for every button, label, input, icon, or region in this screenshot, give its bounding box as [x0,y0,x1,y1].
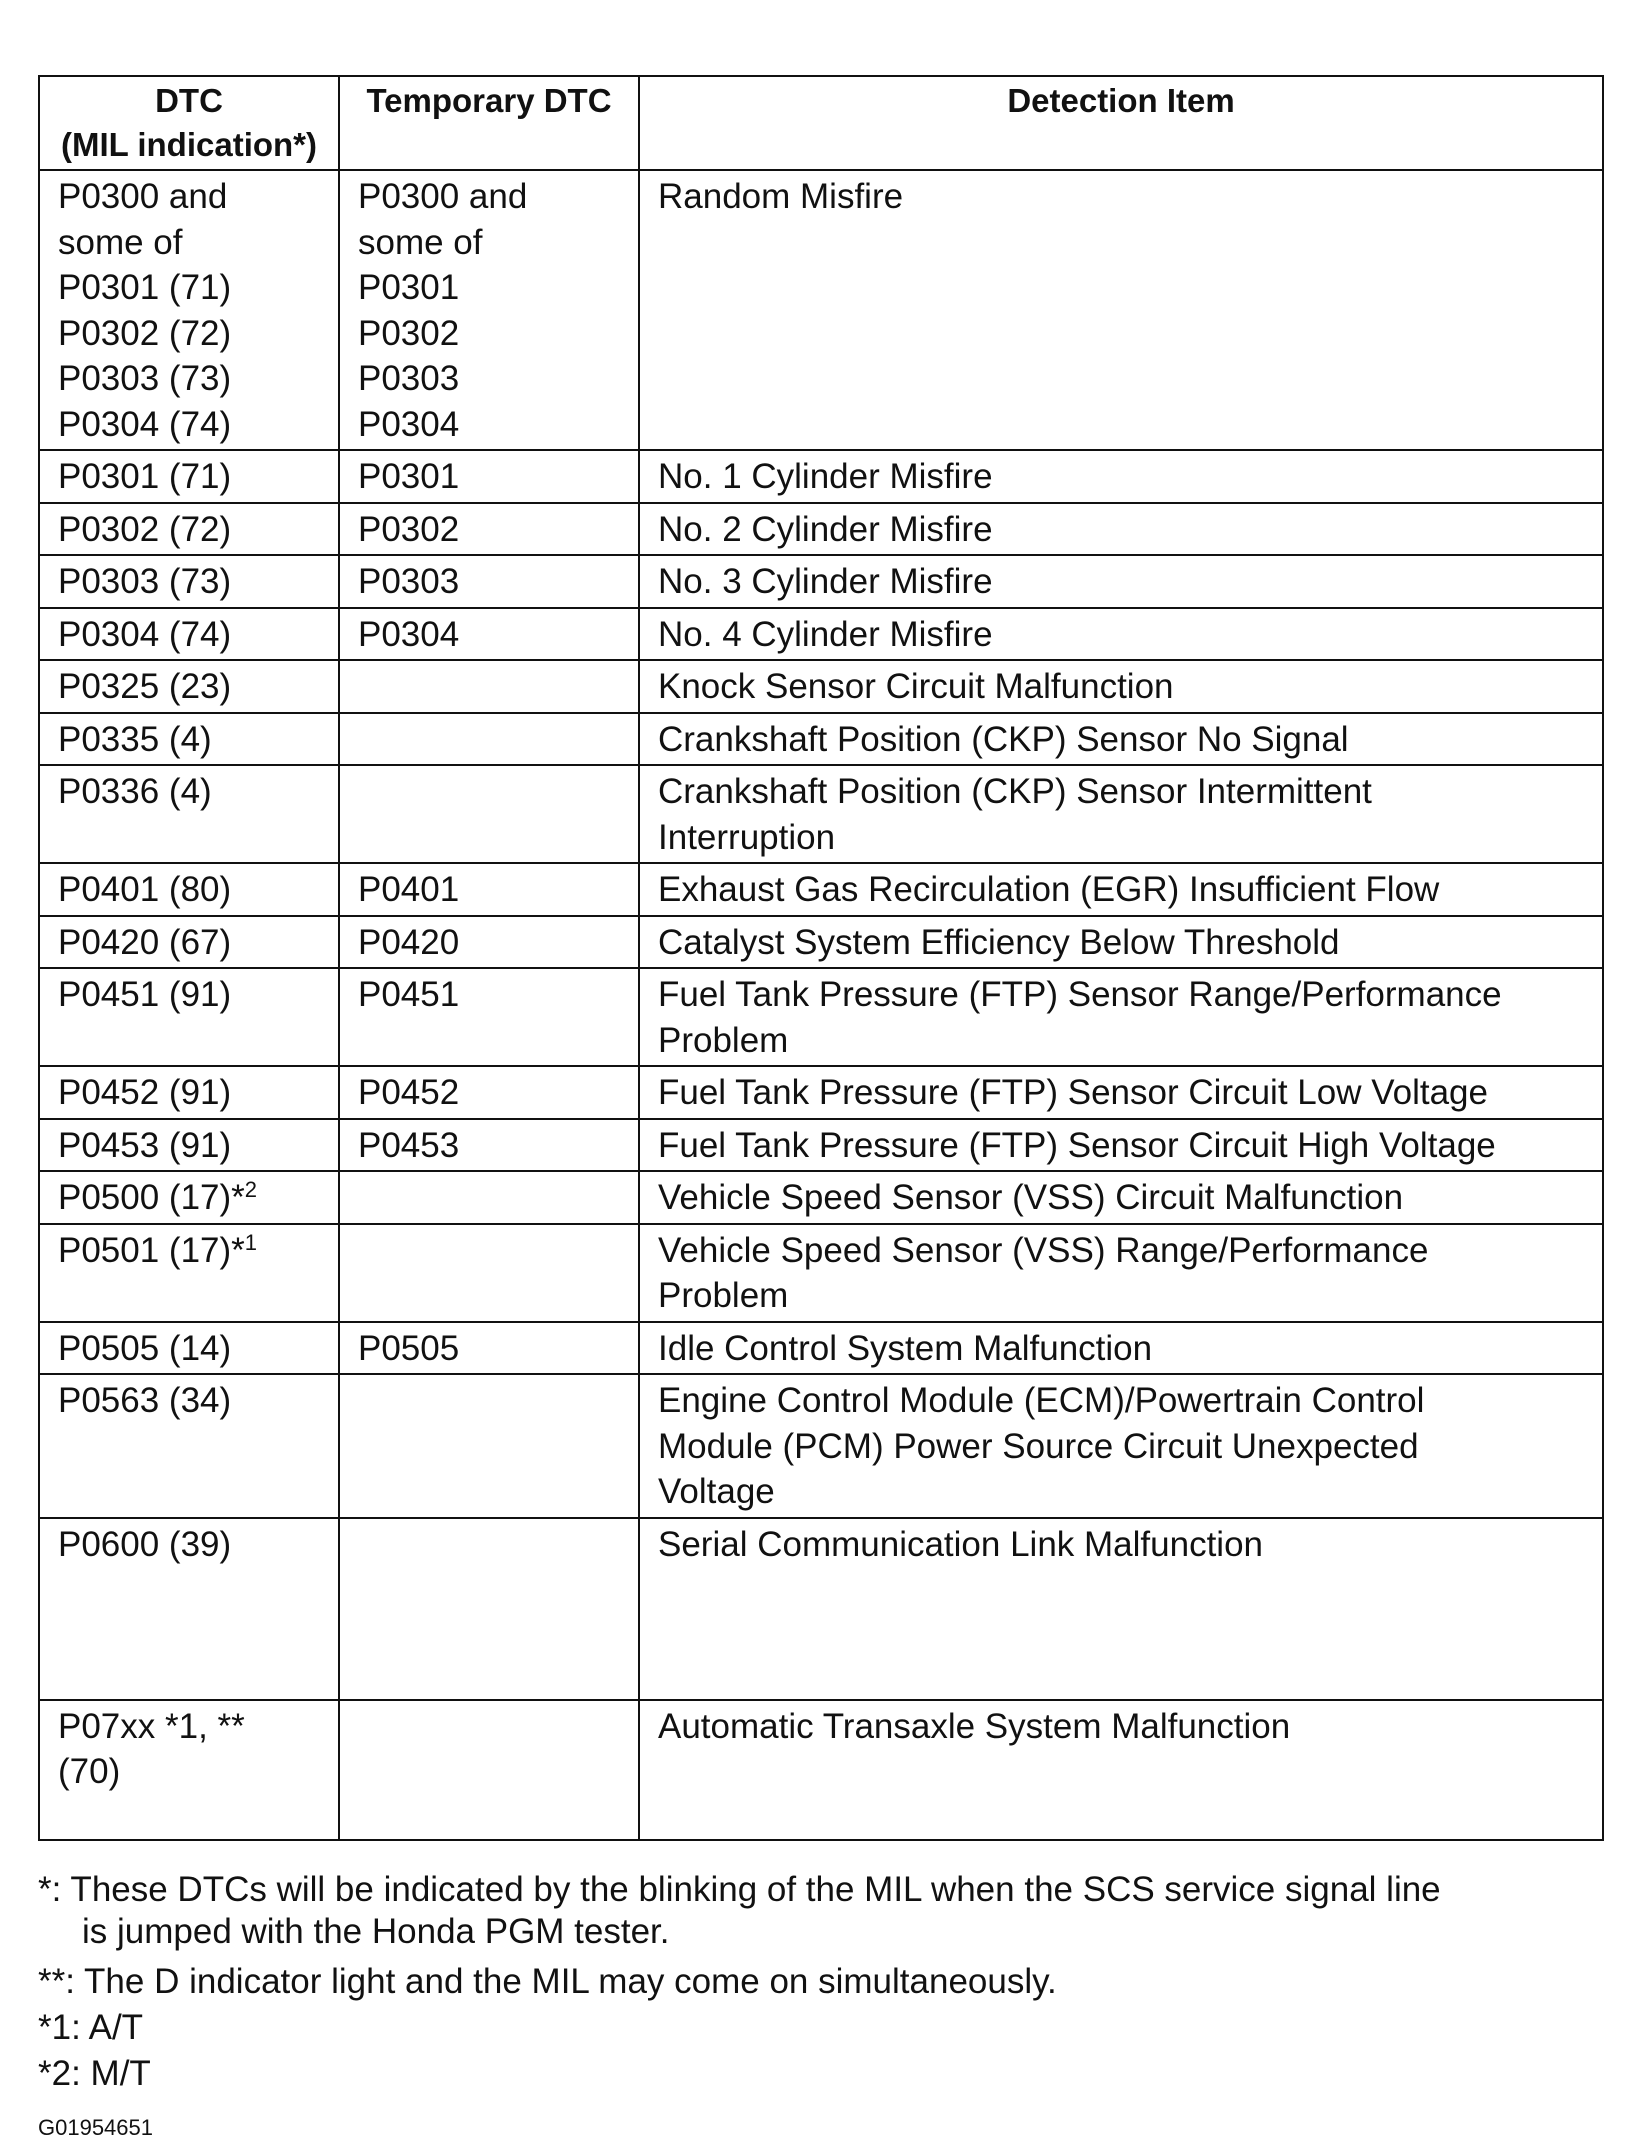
table-body [39,170,1603,1840]
detection-item-cell [639,916,1603,969]
dtc-cell [39,916,339,969]
detection-item-cell [639,450,1603,503]
temporary-dtc-code: P0451 [358,975,460,1014]
detection-item-cell [639,1224,1603,1322]
table-row [39,1700,1603,1840]
dtc-cell [39,765,339,863]
dtc-cell [39,1066,339,1119]
dtc-code: (70) [58,1752,121,1791]
detection-item-text: No. 3 Cylinder Misfire [658,562,993,601]
detection-item-text: Engine Control Module (ECM)/Powertrain Control [658,1381,1425,1420]
footnote-marker: 1 [244,1229,258,1255]
dtc-code: P0304 (74) [58,614,232,654]
temporary-dtc-code: P0301 [358,268,460,307]
detection-item-text: No. 2 Cylinder Misfire [658,509,993,549]
temporary-dtc-code: P0301 [358,457,460,496]
temporary-dtc-code: P0420 [358,922,460,962]
temporary-dtc-cell [339,713,639,766]
temporary-dtc-cell [339,503,639,556]
temporary-dtc-cell [339,1518,639,1700]
temporary-dtc-cell [339,170,639,450]
dtc-cell [39,555,339,608]
dtc-code: some of [58,222,183,262]
header-temporary-dtc: Temporary DTC [339,76,639,170]
dtc-code: P0325 (23) [58,667,232,706]
dtc-cell [39,713,339,766]
dtc-code: P0420 (67) [58,922,232,962]
dtc-code: P0302 (72) [58,509,232,549]
detection-item-text: Serial Communication Link Malfunction [658,1524,1263,1564]
temporary-dtc-code: P0401 [358,870,460,909]
header-dtc-label: DTC [155,82,223,119]
table-row [39,863,1603,916]
table-row [39,170,1603,450]
dtc-code: P0303 (73) [58,562,232,601]
dtc-cell [39,1119,339,1172]
temporary-dtc-code: P0453 [358,1125,460,1165]
table-row [39,1322,1603,1375]
detection-item-text: Vehicle Speed Sensor (VSS) Circuit Malfunction [658,1178,1404,1217]
detection-item-text: Problem [658,1276,789,1315]
dtc-code: P0302 (72) [58,313,232,353]
detection-item-text: Idle Control System Malfunction [658,1328,1153,1368]
detection-item-text: Voltage [658,1472,775,1511]
temporary-dtc-cell [339,450,639,503]
table-row [39,555,1603,608]
dtc-cell [39,503,339,556]
temporary-dtc-code: P0302 [358,509,460,549]
detection-item-text: Problem [658,1020,789,1060]
dtc-cell [39,608,339,661]
dtc-cell [39,1322,339,1375]
dtc-cell [39,968,339,1066]
dtc-code: P0401 (80) [58,870,232,909]
temporary-dtc-cell [339,1700,639,1840]
temporary-dtc-cell [339,1374,639,1518]
table-header-row [39,76,1603,170]
detection-item-cell [639,713,1603,766]
detection-item-text: Fuel Tank Pressure (FTP) Sensor Circuit High Voltage [658,1125,1496,1165]
detection-item-cell [639,660,1603,713]
dtc-code: P0600 (39) [58,1524,232,1564]
temporary-dtc-code: P0304 [358,404,460,444]
temporary-dtc-cell [339,555,639,608]
header-dtc-sublabel: (MIL indication*) [60,126,318,163]
table-row [39,1119,1603,1172]
table-row [39,1171,1603,1224]
detection-item-text: Vehicle Speed Sensor (VSS) Range/Performance [658,1230,1429,1270]
table-row [39,660,1603,713]
dtc-code: P0453 (91) [58,1125,232,1165]
table-row [39,1224,1603,1322]
dtc-code: P0452 (91) [58,1073,232,1112]
detection-item-text: Interruption [658,817,836,857]
header-detection-item: Detection Item [639,76,1603,170]
temporary-dtc-code: P0303 [358,562,460,601]
footnote-mil: *: These DTCs will be indicated by the blinking of the MIL when the SCS service signal line [38,1869,1441,1909]
table-row [39,1518,1603,1700]
temporary-dtc-cell [339,1066,639,1119]
dtc-code: P0505 (14) [58,1328,232,1368]
detection-item-text: Fuel Tank Pressure (FTP) Sensor Circuit Low Voltage [658,1073,1488,1112]
dtc-cell [39,1700,339,1840]
dtc-code: P0335 (4) [58,719,212,759]
temporary-dtc-cell [339,1119,639,1172]
table-row [39,713,1603,766]
table-row [39,968,1603,1066]
table-row [39,503,1603,556]
table-row [39,765,1603,863]
detection-item-text: Knock Sensor Circuit Malfunction [658,667,1174,706]
footnote-d-indicator: **: The D indicator light and the MIL may come on simultaneously. [38,1961,1057,2001]
temporary-dtc-cell [339,863,639,916]
dtc-code: P0301 (71) [58,268,232,307]
temporary-dtc-cell [339,660,639,713]
detection-item-cell [639,1066,1603,1119]
detection-item-text: Module (PCM) Power Source Circuit Unexpected [658,1426,1419,1466]
detection-item-text: Crankshaft Position (CKP) Sensor No Signal [658,719,1349,759]
temporary-dtc-cell [339,765,639,863]
dtc-table [38,75,1604,1841]
footnote-mt: *2: M/T [38,2053,151,2093]
detection-item-cell [639,765,1603,863]
detection-item-cell [639,1171,1603,1224]
temporary-dtc-code: P0505 [358,1328,460,1368]
dtc-code: P0304 (74) [58,404,232,444]
detection-item-text: Automatic Transaxle System Malfunction [658,1706,1291,1746]
table-row [39,1374,1603,1518]
detection-item-cell [639,1374,1603,1518]
document [38,75,1602,2141]
temporary-dtc-code: P0303 [358,359,460,398]
detection-item-text: No. 1 Cylinder Misfire [658,457,993,496]
table-row [39,916,1603,969]
dtc-code: P0451 (91) [58,975,232,1014]
temporary-dtc-cell [339,968,639,1066]
detection-item-text: Exhaust Gas Recirculation (EGR) Insufficient Flow [658,870,1440,909]
detection-item-text: Fuel Tank Pressure (FTP) Sensor Range/Performance [658,975,1502,1014]
dtc-cell [39,1171,339,1224]
dtc-cell [39,1518,339,1700]
dtc-cell [39,1224,339,1322]
dtc-cell [39,170,339,450]
dtc-cell [39,1374,339,1518]
dtc-cell [39,863,339,916]
detection-item-cell [639,1518,1603,1700]
detection-item-cell [639,968,1603,1066]
header-dtc [39,76,339,170]
detection-item-cell [639,1322,1603,1375]
detection-item-text: Random Misfire [658,177,904,216]
dtc-code: P0303 (73) [58,359,232,398]
temporary-dtc-cell [339,916,639,969]
temporary-dtc-code: some of [358,222,483,262]
figure-id: G01954651 [38,2114,153,2140]
detection-item-cell [639,170,1603,450]
detection-item-cell [639,1700,1603,1840]
table-row [39,608,1603,661]
footnote-mil-continued: is jumped with the Honda PGM tester. [82,1911,670,1951]
temporary-dtc-code: P0300 and [358,177,528,216]
dtc-cell [39,450,339,503]
dtc-code: P0300 and [58,177,228,216]
dtc-cell [39,660,339,713]
dtc-code: P0301 (71) [58,457,232,496]
detection-item-text: No. 4 Cylinder Misfire [658,614,993,654]
temporary-dtc-cell [339,1224,639,1322]
dtc-code: P0563 (34) [58,1381,232,1420]
temporary-dtc-cell [339,608,639,661]
detection-item-cell [639,503,1603,556]
table-row [39,450,1603,503]
detection-item-cell [639,555,1603,608]
footnote-marker: 2 [244,1177,258,1202]
detection-item-text: Crankshaft Position (CKP) Sensor Intermittent [658,772,1372,811]
temporary-dtc-code: P0304 [358,614,460,654]
detection-item-cell [639,608,1603,661]
footnotes [38,1869,1602,2095]
temporary-dtc-cell [339,1171,639,1224]
temporary-dtc-code: P0302 [358,313,460,353]
dtc-code: P07xx *1, ** [58,1706,245,1746]
temporary-dtc-cell [339,1322,639,1375]
temporary-dtc-code: P0452 [358,1073,460,1112]
dtc-code: P0336 (4) [58,772,212,811]
detection-item-cell [639,863,1603,916]
dtc-code: P0500 (17)* [58,1178,245,1217]
footnote-at: *1: A/T [38,2007,144,2047]
detection-item-text: Catalyst System Efficiency Below Threshold [658,922,1340,962]
detection-item-cell [639,1119,1603,1172]
table-row [39,1066,1603,1119]
dtc-code: P0501 (17)* [58,1230,245,1270]
